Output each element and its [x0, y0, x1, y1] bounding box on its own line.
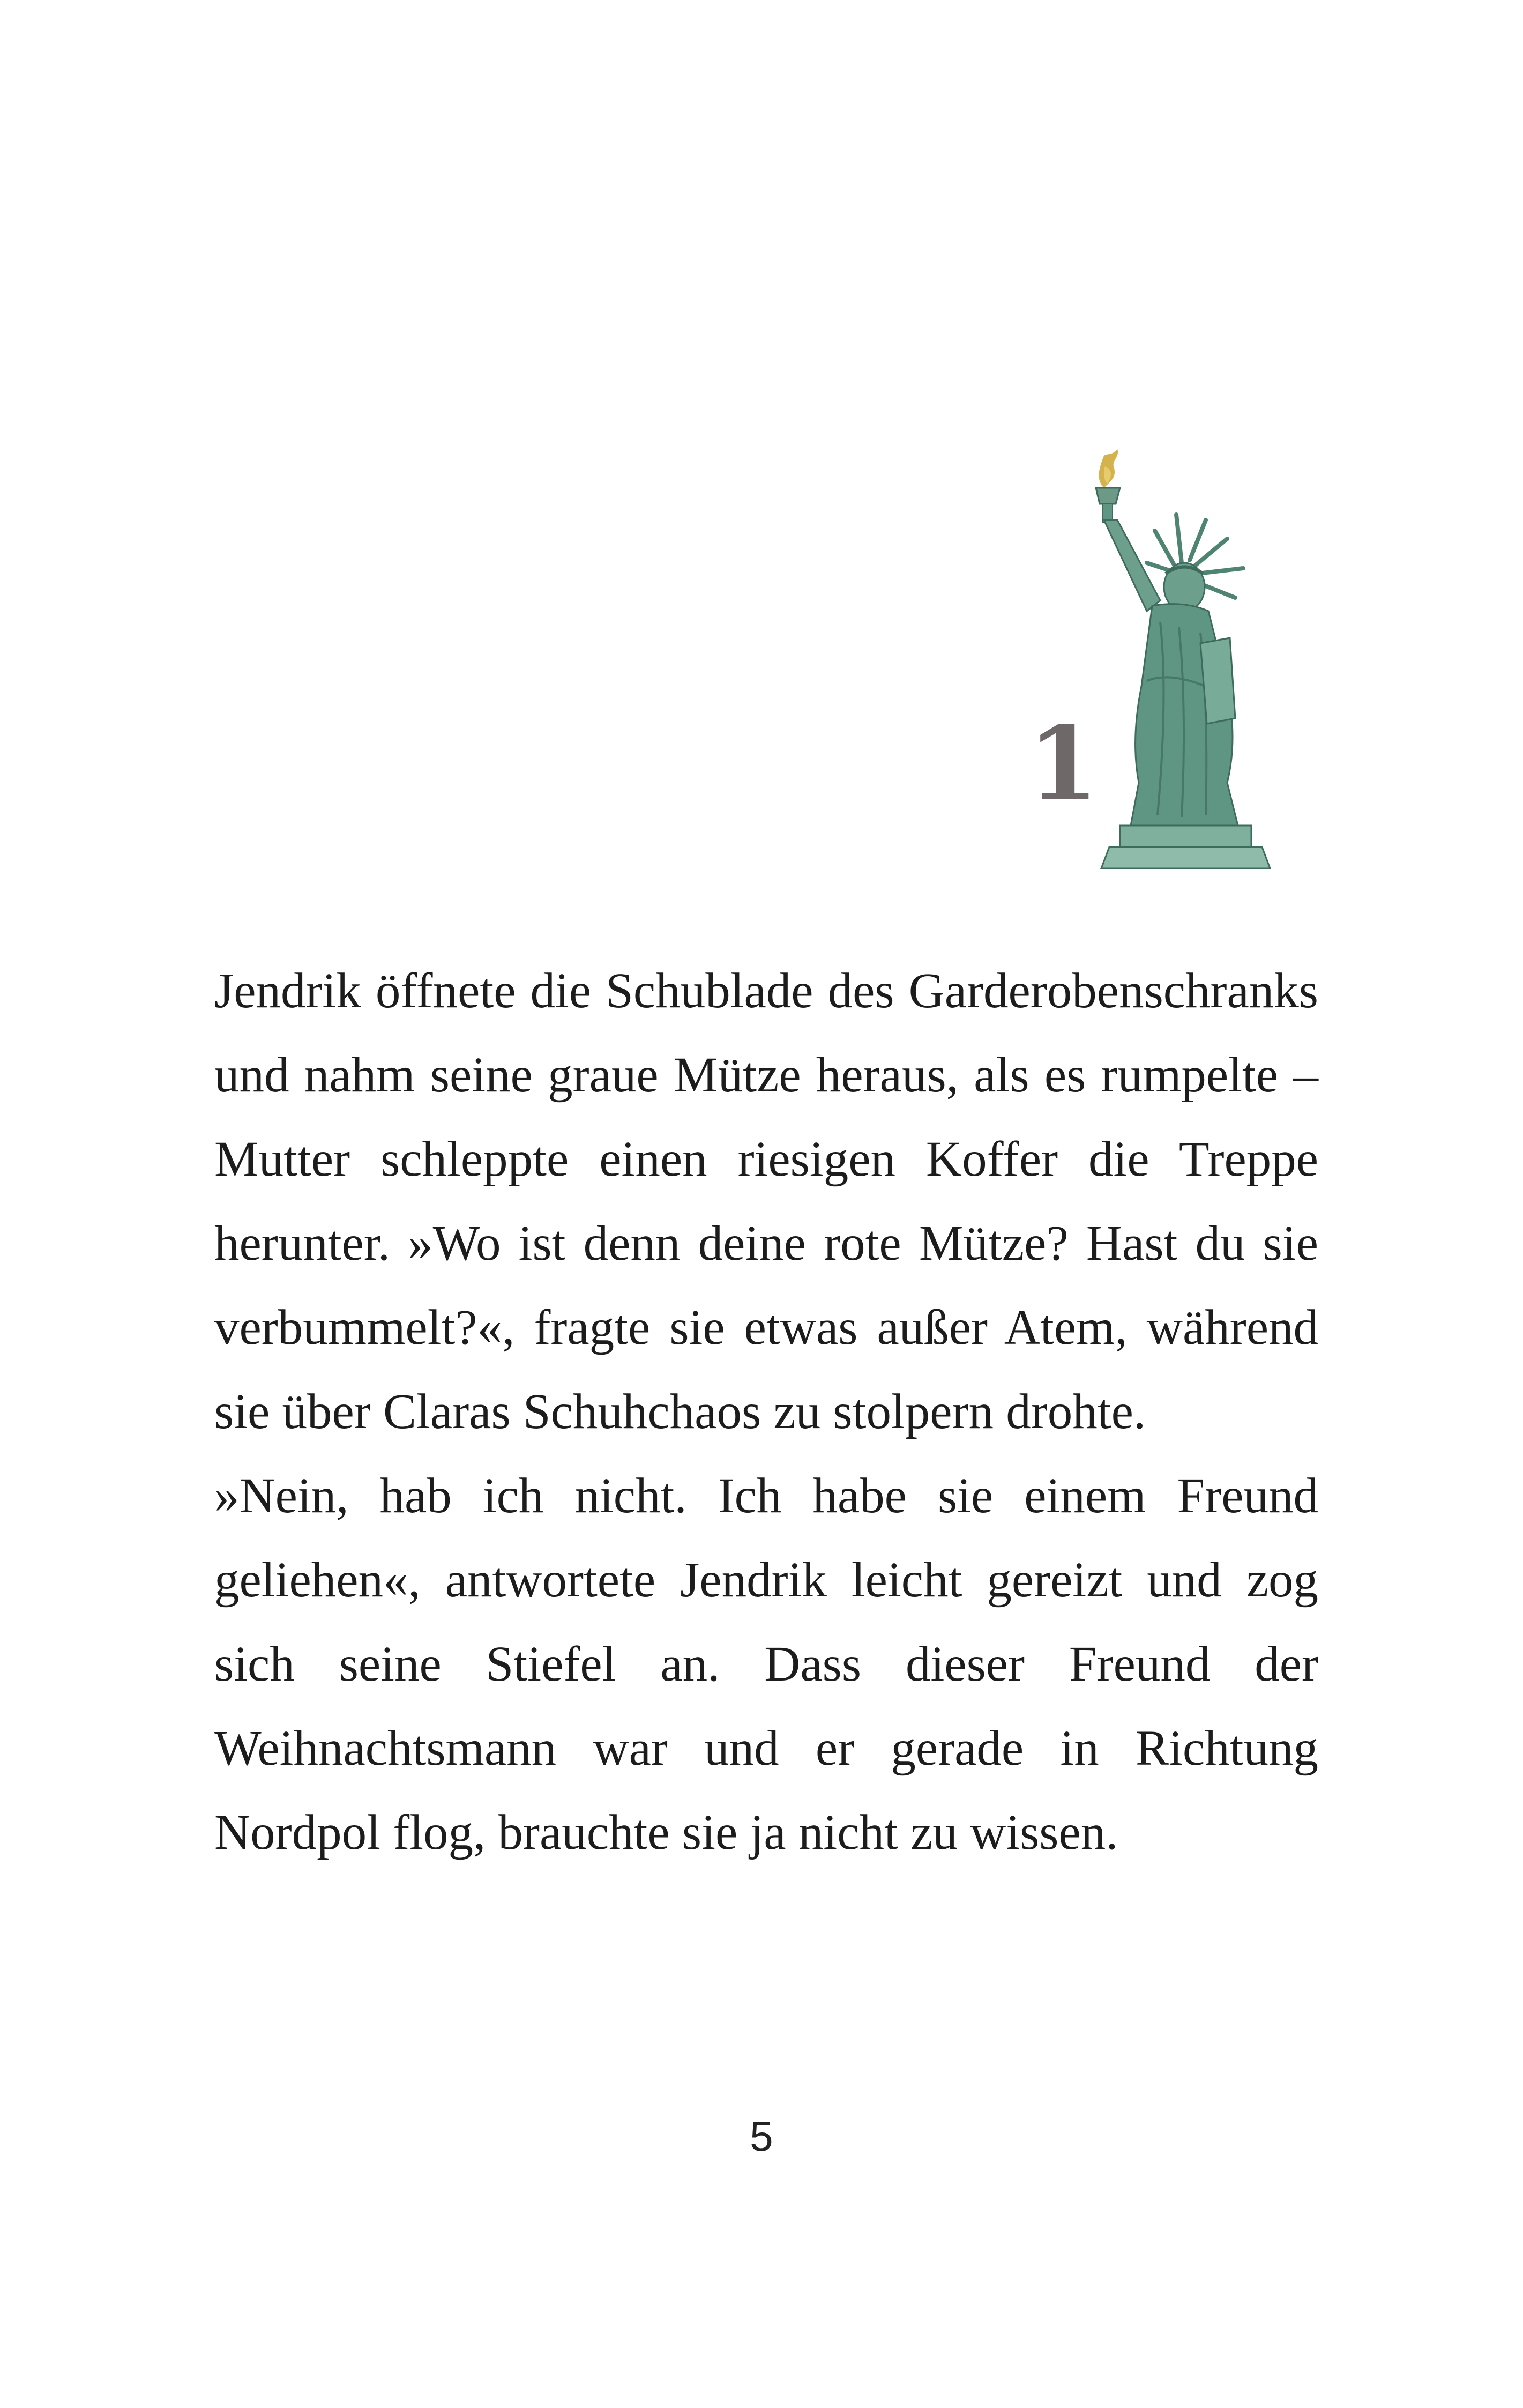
statue-of-liberty-illustration	[1066, 440, 1291, 885]
body-text	[214, 949, 1318, 1875]
page-number: 5	[750, 2113, 773, 2160]
chapter-number: 1	[1028, 704, 1099, 823]
paragraph: »Nein, hab ich nicht. Ich habe sie einem Freund geliehen«, antwortete Jendrik leicht gereizt und zog sich seine Stiefel an. Dass dieser Freund der Weihnachtsmann war und er gerade in Richtung Nordpol flog, brauchte sie ja nicht zu wissen.	[214, 1468, 1318, 1860]
paragraph: Jendrik öffnete die Schublade des Garderobenschranks und nahm seine graue Mütze heraus, als es rumpelte – Mutter schleppte einen riesigen Koffer die Treppe herunter. »Wo ist denn deine rote Mütze? Hast du sie verbummelt?«, fragte sie etwas außer Atem, während sie über Claras Schuhchaos zu stolpern drohte.	[214, 963, 1318, 1439]
